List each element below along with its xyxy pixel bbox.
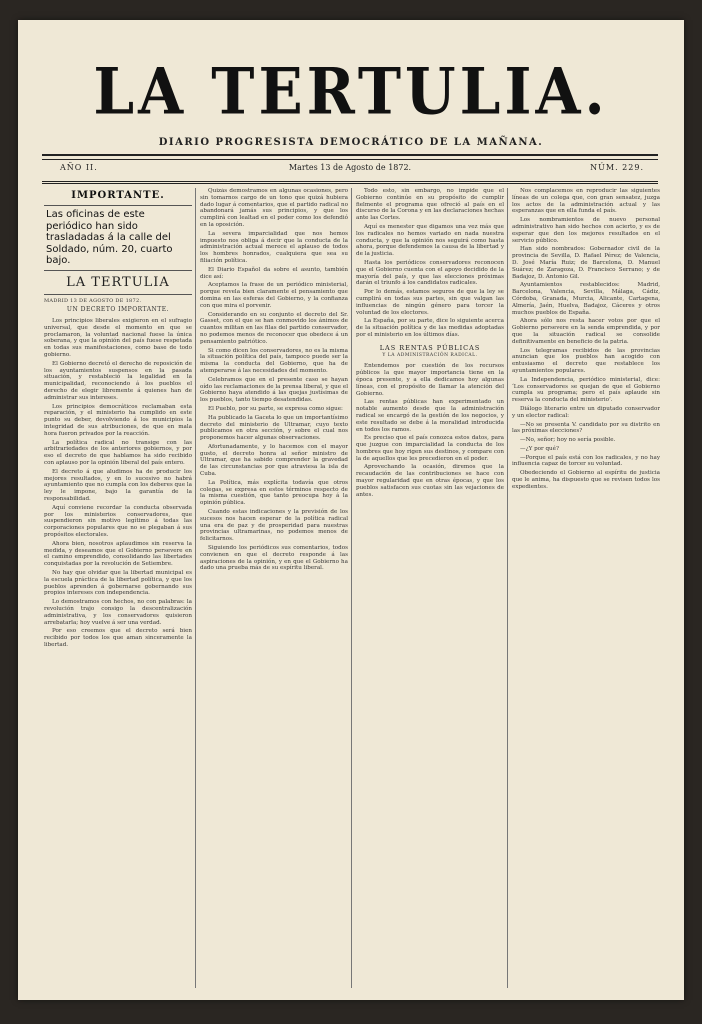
paper-name: LA TERTULIA <box>66 274 170 290</box>
paragraph: Por eso creemos que el decreto será bien recibido por todos los que aman sinceramente la libertad. <box>44 628 192 648</box>
masthead-title: LA TERTULIA. <box>93 54 609 129</box>
paragraph: La severa imparcialidad que nos hemos impuesto nos obliga á decir que la conducta de la administración actual merece el aplauso de todos los hombres honrados, cualquiera que sea su filiación política. <box>200 230 348 264</box>
paragraph: Ha publicado la Gaceta lo que un importantísimo decreto del ministerio de Ultramar, cuyo texto publicamos en otra sección, y sobre el cual nos proponemos hacer algunas observaciones. <box>200 414 348 442</box>
paragraph: La Independencia, periódico ministerial, dice: ‘Los conservadores se quejan de que el Gobierno cumpla su programa; pero el país aplaude sin reserva la conducta del ministerio’. <box>512 376 660 404</box>
paragraph: Afortunadamente, y lo hacemos con el mayor gusto, el decreto honra al señor ministro de Ultramar, que ha sabido comprender la gravedad de las circunstancias por que atraviesa la isla de Cuba. <box>200 443 348 478</box>
paragraph: Hasta los periódicos conservadores reconocen que el Gobierno cuenta con el apoyo decidido de la mayoría del país, y que las elecciones próximas darán el triunfo á los candidatos radicales. <box>356 259 504 287</box>
rule-bottom-thin <box>42 183 658 184</box>
paragraph: Siguiendo los periódicos sus comentarios, todos convienen en que el decreto responde á las aspiraciones de la opinión, y en que el Gobierno ha dado una prueba más de su espíritu liberal. <box>200 545 348 572</box>
paragraph: Los telegramas recibidos de las provincias anuncian que los pueblos han acogido con entusiasmo el decreto que restablece los ayuntamientos populares. <box>512 347 660 374</box>
paragraph: Aquí conviene recordar la conducta observada por los ministerios conservadores, que suspendieron sin motivo legítimo á todas las corporaciones populares que no se plegaban á sus propósitos electorales. <box>44 504 192 538</box>
paragraph: Celebramos que en el presente caso se hayan oído las reclamaciones de la prensa liberal, y que el Gobierno haya atendido á las quejas justísimas de los pueblos, tanto tiempo desatendidas. <box>200 376 348 404</box>
paragraph: Han sido nombrados: Gobernador civil de la provincia de Sevilla, D. Rafael Pérez; de Valencia, D. José María Ruiz; de Barcelona, D. Manuel Suárez; de Zaragoza, D. Francisco Serrano; y de Badajoz, D. Antonio Gil. <box>512 246 660 280</box>
issue-year: AÑO II. <box>60 163 98 172</box>
divider <box>44 294 192 295</box>
paragraph: La España, por su parte, dice lo siguiente acerca de la situación política y de las medidas adoptadas por el ministerio en los últimos días. <box>356 318 504 338</box>
column-3 <box>356 188 504 988</box>
paragraph: Cuando estas indicaciones y la previsión de los sucesos nos hacen esperar de la política radical una era de paz y de prosperidad para nuestras provincias ultramarinas, no podemos menos de felicitarnos. <box>200 509 348 543</box>
paragraph: No hay que olvidar que la libertad municipal es la escuela práctica de la libertad política, y que los pueblos aprenden á gobernarse gobernando sus propios intereses con independencia. <box>44 569 192 597</box>
paragraph: Nos complacemos en reproducir las siguientes líneas de un colega que, con gran sensatez, juzga los actos de la administración actual y las esperanzas que en ella funda el país. <box>512 188 660 215</box>
relocation-notice: Las oficinas de este periódico han sido trasladadas á la calle del Soldado, núm. 20, cuarto bajo. <box>46 209 173 266</box>
column-divider <box>351 188 352 988</box>
paragraph: Si como dicen los conservadores, no es la misma la situación política del país, tampoco puede ser la misma la conducta del Gobierno, que ha de atemperarse á las necesidades del momento. <box>200 347 348 374</box>
newspaper-page <box>18 20 684 1000</box>
divider <box>44 270 192 271</box>
issue-date: Martes 13 de Agosto de 1872. <box>288 163 412 172</box>
divider <box>44 205 192 206</box>
paragraph: Lo demostramos con hechos, no con palabras: la revolución trajo consigo la descentralización administrativa, y los conservadores quisieron arrebatarla; hoy vuelve á ser una verdad. <box>44 599 192 626</box>
paragraph: El Pueblo, por su parte, se expresa como sigue: <box>208 405 343 412</box>
paragraph: El Diario Español da sobre el asunto, también dice así: <box>200 266 348 280</box>
section-subtitle: Y LA ADMINISTRACIÓN RADICAL. <box>382 352 478 358</box>
rule-top-thin <box>42 159 658 160</box>
column-divider <box>195 188 196 988</box>
paragraph: Aceptamos la frase de un periódico ministerial, porque revela bien claramente el pensamiento que domina en las esferas del Gobierno, y la confianza con que mira el porvenir. <box>200 282 348 309</box>
paragraph: Los principios democráticos reclamaban esta reparación, y el ministerio ha cumplido en este punto su deber, devolviendo á los municipios la integridad de sus atribuciones, de que en mala hora fueron privados por la reacción. <box>44 403 192 437</box>
column-1 <box>44 188 192 988</box>
paragraph: Las rentas públicas han experimentado un notable aumento desde que la administración radical se encargó de la gestión de los negocios, y este resultado se debe á la moralidad introducida en todos los ramos. <box>356 399 504 433</box>
paragraph: Por lo demás, estamos seguros de que la ley se cumplirá en todas sus partes, sin que valgan las influencias de ningún género para torcer la voluntad de los electores. <box>356 289 504 316</box>
paragraph: La Política, más explícita todavía que otros colegas, se expresa en estos términos respecto de la misma cuestión, que tanto preocupa hoy á la opinión pública. <box>200 479 348 507</box>
paragraph: Quizás demostramos en algunas ocasiones, pero sin tomarnos cargo de un tono que quizá hubiera dado lugar á comentarios, que el partido radical no abandonará jamás sus principios, y que los cumplirá con lealtad en el poder como los defendió en la oposición. <box>200 188 348 228</box>
rule-bottom <box>42 181 658 182</box>
paragraph: El decreto á que aludimos ha de producir los mejores resultados, y en lo sucesivo no habrá ayuntamiento que no cumpla con los deberes que la ley le impone, bajo la garantía de la responsabilidad. <box>44 468 192 503</box>
issue-number: NÚM. 229. <box>590 163 644 172</box>
important-heading: IMPORTANTE. <box>71 190 165 201</box>
paragraph: Aquí es menester que digamos una vez más que los radicales no hemos variado en nada nuestra conducta, y que la opinión nos seguirá como hasta ahora, porque defendemos la causa de la libertad y de la justicia. <box>356 223 504 258</box>
column-4 <box>512 188 660 988</box>
paragraph: Todo esto, sin embargo, no impide que el Gobierno continúe en su propósito de cumplir fielmente el programa que ofreció al país en el discurso de la Corona y en las declaraciones hechas ante las Cortes. <box>356 188 504 222</box>
paragraph: Los nombramientos de nuevo personal administrativo han sido hechos con acierto, y es de esperar que den los mejores resultados en el servicio público. <box>512 217 660 244</box>
paragraph: Obedeciendo el Gobierno al espíritu de justicia que le anima, ha dispuesto que se revisen todos los expedientes. <box>512 470 660 490</box>
paragraph: Considerando en su conjunto el decreto del Sr. Gasset, con el que se han conmovido los ánimos de cuantos militan en las filas del partido conservador, no podemos menos de reconocer que obedece á un pensamiento patriótico. <box>200 311 348 345</box>
section-title: LAS RENTAS PÚBLICAS <box>379 343 481 352</box>
paragraph: Es preciso que el país conozca estos datos, para que juzgue con imparcialidad la conducta de los hombres que hoy rigen sus destinos, y compare con la de aquellos que les precedieron en el poder. <box>356 435 504 462</box>
paragraph: Ayuntamientos restablecidos: Madrid, Barcelona, Valencia, Sevilla, Málaga, Cádiz, Córdoba, Granada, Murcia, Alicante, Cartagena, Almería, Jaén, Huelva, Badajoz, Cáceres y otros muchos pueblos de España. <box>512 282 660 316</box>
paragraph: Aprovechando la ocasión, diremos que la recaudación de las contribuciones se hace con mayor regularidad que en otras épocas, y que los pueblos satisfacen sus cuotas sin las vejaciones de antes. <box>356 464 504 498</box>
rule-top <box>42 154 658 156</box>
paragraph: —Porque el país está con los radicales, y no hay influencia capaz de torcer su voluntad. <box>512 454 660 468</box>
paragraph: —No se presenta V. candidato por su distrito en las próximas elecciones? <box>512 421 660 435</box>
paragraph: —No, señor; hoy no sería posible. <box>520 437 616 444</box>
dateline <box>42 163 658 179</box>
paragraph: Entendemos por cuestión de los recursos públicos la que mayor importancia tiene en la época presente, y a ella dedicamos hoy algunas líneas, con el propósito de llamar la atención del Gobierno. <box>356 363 504 397</box>
masthead-subtitle: DIARIO PROGRESISTA DEMOCRÁTICO DE LA MAÑANA. <box>158 137 544 148</box>
paragraph: —¿Y por qué? <box>520 445 559 452</box>
paragraph: Ahora bien, nosotros aplaudimos sin reserva la medida, y deseamos que el Gobierno persevere en el camino emprendido, consolidando las libertades conquistadas por la revolución de Setiembre. <box>44 540 192 568</box>
column-divider <box>507 188 508 988</box>
column-2 <box>200 188 348 988</box>
article-title: UN DECRETO IMPORTANTE. <box>66 306 170 314</box>
paragraph: Ahora sólo nos resta hacer votos por que el Gobierno persevere en la senda emprendida, y por que la situación radical se consolide definitivamente en beneficio de la patria. <box>512 318 660 345</box>
paragraph: Diálogo literario entre un diputado conservador y un elector radical: <box>512 405 660 419</box>
paragraph: La política radical no transige con las arbitrariedades de los anteriores gobiernos, y por eso el decreto de que hablamos ha sido recibido con aplauso por la opinión liberal del país entero. <box>44 439 192 467</box>
place-date: MADRID 13 DE AGOSTO DE 1872. <box>44 297 142 304</box>
paragraph: Los principios liberales exigieron en el sufragio universal, que desde el momento en que se proclamaron, la voluntad nacional fuese la única soberana, y que la opinión del país fuese respetada en todas sus manifestaciones, como base de todo gobierno. <box>44 318 192 359</box>
paragraph: El Gobierno decretó el derecho de reposición de los ayuntamientos suspensos en la pasada situación, y restableció la legalidad en la municipalidad, reconociendo á los pueblos el derecho de elegir libremente á quienes han de administrar sus intereses. <box>44 360 192 401</box>
